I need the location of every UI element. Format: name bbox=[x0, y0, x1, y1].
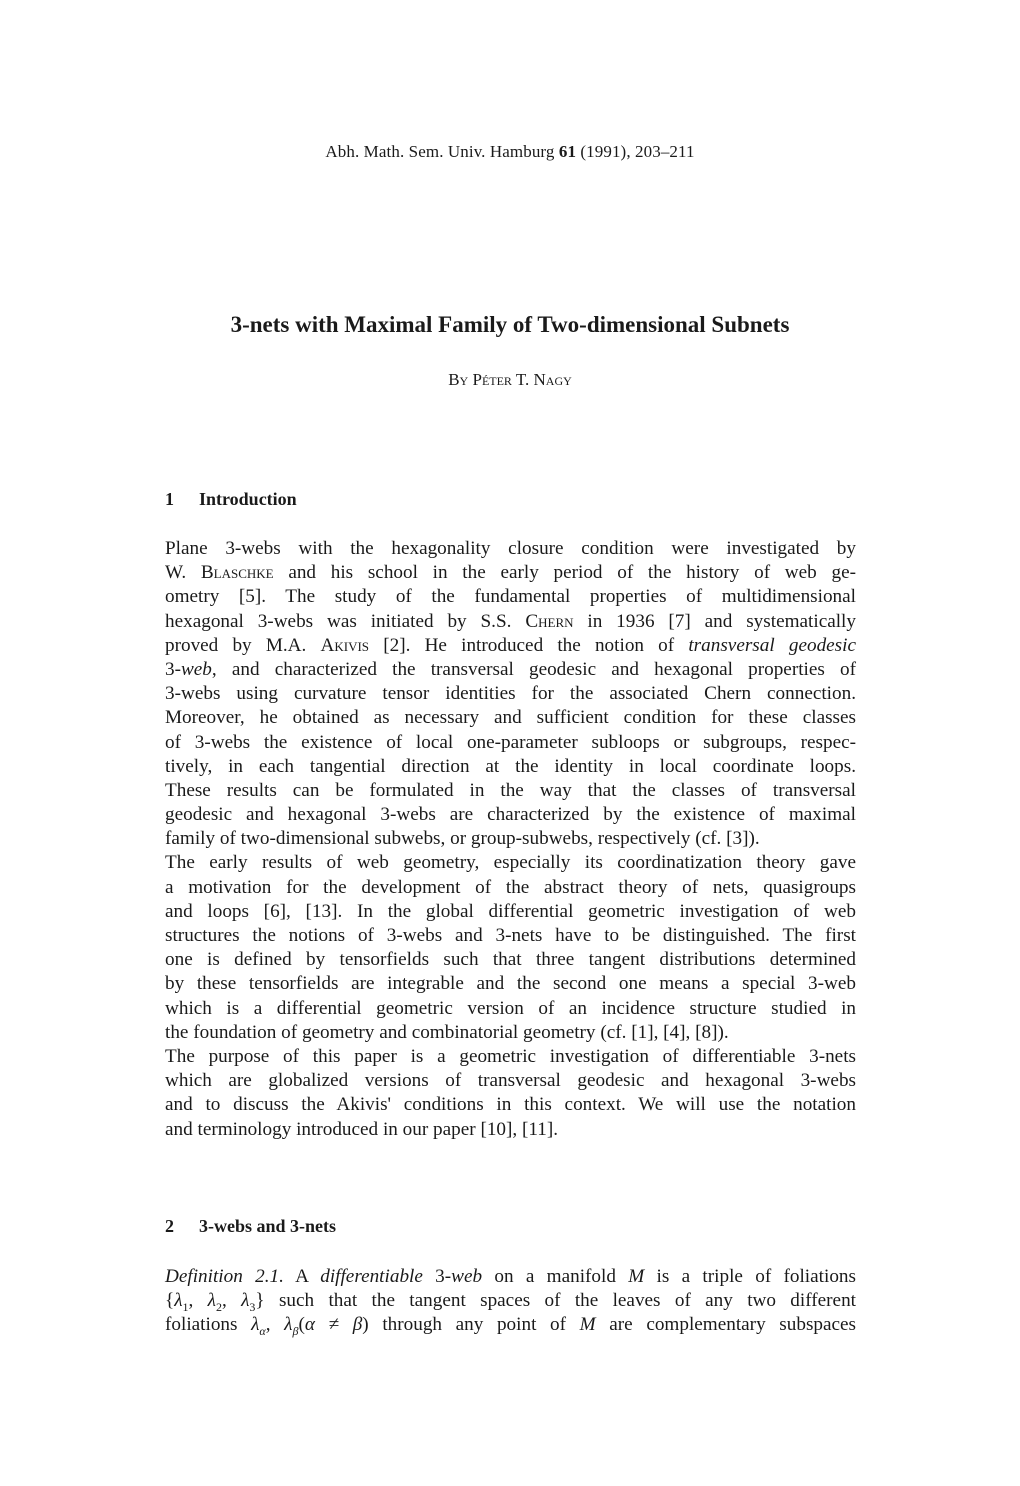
section-title: Introduction bbox=[199, 489, 297, 509]
text-line: one is defined by tensorfields such that three tangent distributions determined bbox=[165, 949, 856, 971]
text-line: and terminology introduced in our paper [10], [11]. bbox=[165, 1118, 559, 1140]
author-line bbox=[0, 370, 1020, 390]
text-line: 3-web, and characterized the transversal geodesic and hexagonal properties of bbox=[165, 658, 856, 680]
text-line: and to discuss the Akivis' conditions in this context. We will use the notation bbox=[165, 1094, 856, 1116]
text-line: and loops [6], [13]. In the global differential geometric investigation of web bbox=[165, 900, 856, 922]
text-line: ometry [5]. The study of the fundamental properties of multidimensional bbox=[165, 586, 856, 608]
text-line: Plane 3-webs with the hexagonality closure condition were investigated by bbox=[165, 538, 856, 559]
text-line: {$\lambda_1$, $\lambda_2$, $\lambda_3$} such that the tangent spaces of the leaves of any two different bbox=[165, 1290, 856, 1315]
text-line: of 3-webs the existence of local one-parameter subloops or subgroups, respec- bbox=[165, 731, 856, 753]
text-line: family of two-dimensional subwebs, or group-subwebs, respectively (cf. [3]). bbox=[165, 828, 760, 850]
text-line: Definition 2.1. A differentiable 3-web on a manifold M is a triple of foliations bbox=[165, 1266, 856, 1287]
text-line: structures the notions of 3-webs and 3-nets have to be distinguished. The first bbox=[165, 925, 856, 946]
definition-paragraph bbox=[165, 1265, 856, 1338]
text-line: which are globalized versions of transversal geodesic and hexagonal 3-webs bbox=[165, 1070, 856, 1092]
journal-header bbox=[0, 142, 1020, 162]
journal-pages: (1991), 203–211 bbox=[576, 142, 695, 161]
journal-name: Abh. Math. Sem. Univ. Hamburg bbox=[325, 142, 559, 161]
text-line: 3-webs using curvature tensor identities for the associated Chern connection. bbox=[165, 683, 856, 705]
author-name: Péter T. Nagy bbox=[472, 370, 572, 389]
text-line: which is a differential geometric version of an incidence structure studied in bbox=[165, 997, 856, 1019]
text-line: hexagonal 3-webs was initiated by S.S. Chern in 1936 [7] and systematically bbox=[165, 610, 856, 632]
text-line: The early results of web geometry, especially its coordinatization theory gave bbox=[165, 852, 856, 874]
text-line: proved by M.A. Akivis [2]. He introduced the notion of transversal geodesic bbox=[165, 634, 856, 656]
paper-title: 3-nets with Maximal Family of Two-dimensional Subnets bbox=[230, 312, 790, 337]
text-line: W. Blaschke and his school in the early period of the history of web ge- bbox=[165, 562, 856, 584]
text-line: foliations $\lambda_\alpha$, $\lambda_\beta(\alpha \ne \beta)$ through any point of M are complementary subspaces bbox=[165, 1314, 857, 1339]
text-line: geodesic and hexagonal 3-webs are characterized by the existence of maximal bbox=[165, 804, 856, 826]
text-line: tively, in each tangential direction at the identity in local coordinate loops. bbox=[165, 755, 856, 777]
journal-volume: 61 bbox=[558, 142, 577, 161]
text-line: These results can be formulated in the way that the classes of transversal bbox=[165, 779, 856, 801]
section-title: 3-webs and 3-nets bbox=[199, 1216, 337, 1236]
section-heading-introduction bbox=[165, 489, 297, 510]
text-line: by these tensorfields are integrable and the second one means a special 3-web bbox=[165, 973, 856, 995]
section-heading-3-webs-and-3-nets bbox=[165, 1216, 336, 1237]
author-by: By bbox=[448, 370, 473, 389]
introduction-paragraph bbox=[165, 537, 856, 1142]
section-number: 1 bbox=[165, 489, 174, 509]
text-line: The purpose of this paper is a geometric investigation of differentiable 3-nets bbox=[165, 1045, 856, 1067]
text-line: the foundation of geometry and combinatorial geometry (cf. [1], [4], [8]). bbox=[165, 1021, 729, 1043]
text-line: a motivation for the development of the abstract theory of nets, quasigroups bbox=[165, 876, 856, 898]
section-number: 2 bbox=[165, 1216, 174, 1236]
text-line: Moreover, he obtained as necessary and sufficient condition for these classes bbox=[165, 707, 856, 729]
